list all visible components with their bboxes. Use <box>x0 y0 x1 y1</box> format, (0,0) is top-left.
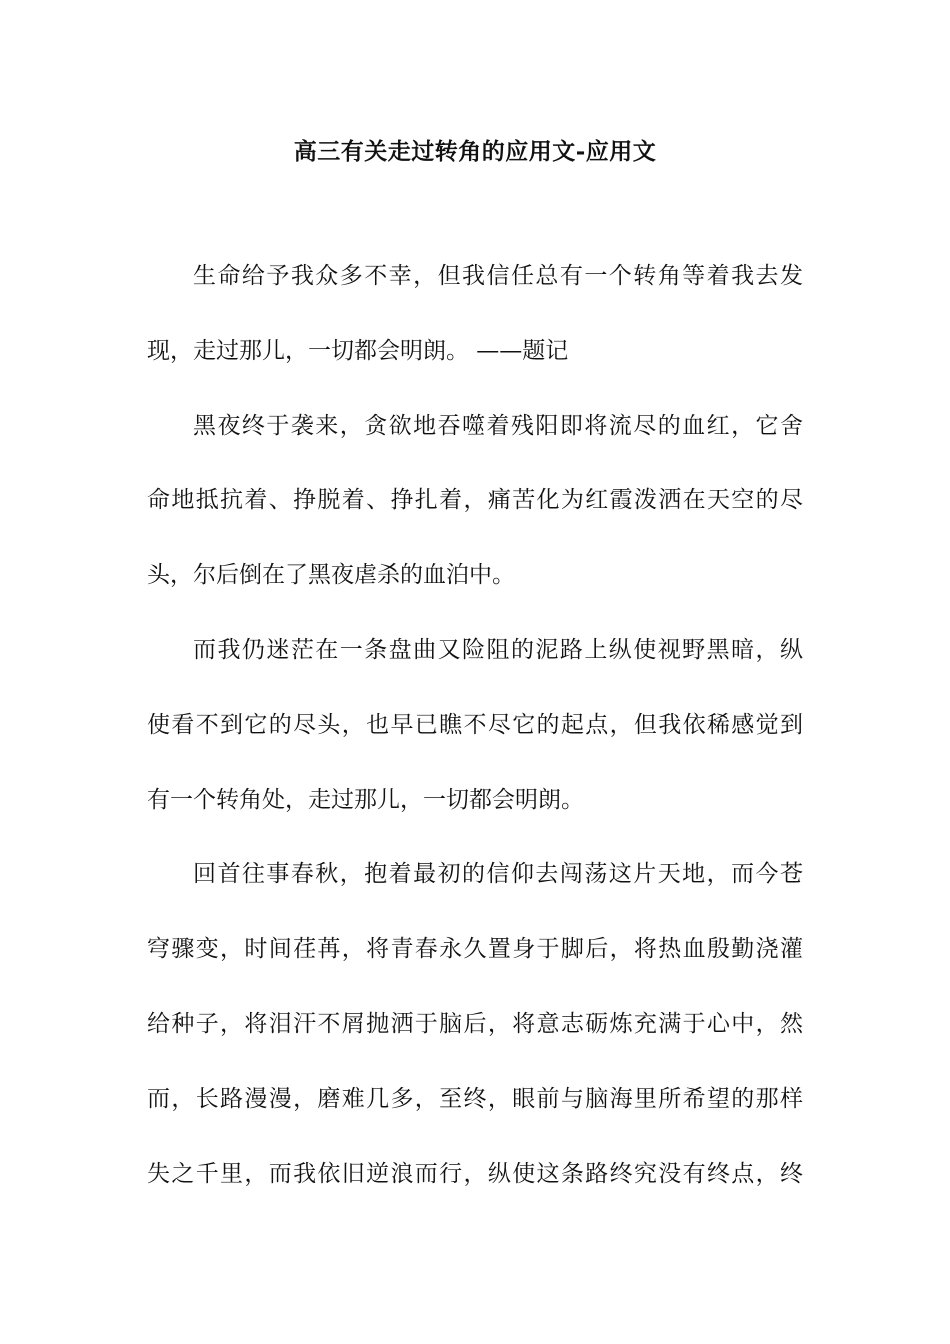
paragraph-line: 命地抵抗着、挣脱着、挣扎着，痛苦化为红霞泼洒在天空的尽 <box>147 487 803 514</box>
paragraph-line: 而，长路漫漫，磨难几多，至终，眼前与脑海里所希望的那样 <box>147 1085 803 1112</box>
document-title: 高三有关走过转角的应用文-应用文 <box>293 138 657 165</box>
paragraph-line: 失之千里，而我依旧逆浪而行，纵使这条路终究没有终点，终 <box>147 1160 803 1187</box>
paragraph-line: 头，尔后倒在了黑夜虐杀的血泊中。 <box>147 562 515 589</box>
paragraph-line: 回首往事春秋，抱着最初的信仰去闯荡这片天地，而今苍 <box>193 861 803 888</box>
paragraph-line: 黑夜终于袭来，贪欲地吞噬着残阳即将流尽的血红，它舍 <box>193 412 803 439</box>
paragraph-line: 生命给予我众多不幸，但我信任总有一个转角等着我去发 <box>193 263 803 289</box>
paragraph-line: 使看不到它的尽头，也早已瞧不尽它的起点，但我依稀感觉到 <box>147 711 803 738</box>
paragraph-line: 现，走过那儿，一切都会明朗。 ——题记 <box>147 337 569 364</box>
document-body <box>147 254 803 1226</box>
paragraph-line: 有一个转角处，走过那儿，一切都会明朗。 <box>147 786 584 813</box>
paragraph-line: 穹骤变，时间荏苒，将青春永久置身于脚后，将热血殷勤浇灌 <box>147 936 803 963</box>
paragraph-line: 而我仍迷茫在一条盘曲又险阻的泥路上纵使视野黑暗，纵 <box>193 636 803 663</box>
paragraph-line: 给种子，将泪汗不屑抛洒于脑后，将意志砺炼充满于心中，然 <box>147 1010 803 1037</box>
